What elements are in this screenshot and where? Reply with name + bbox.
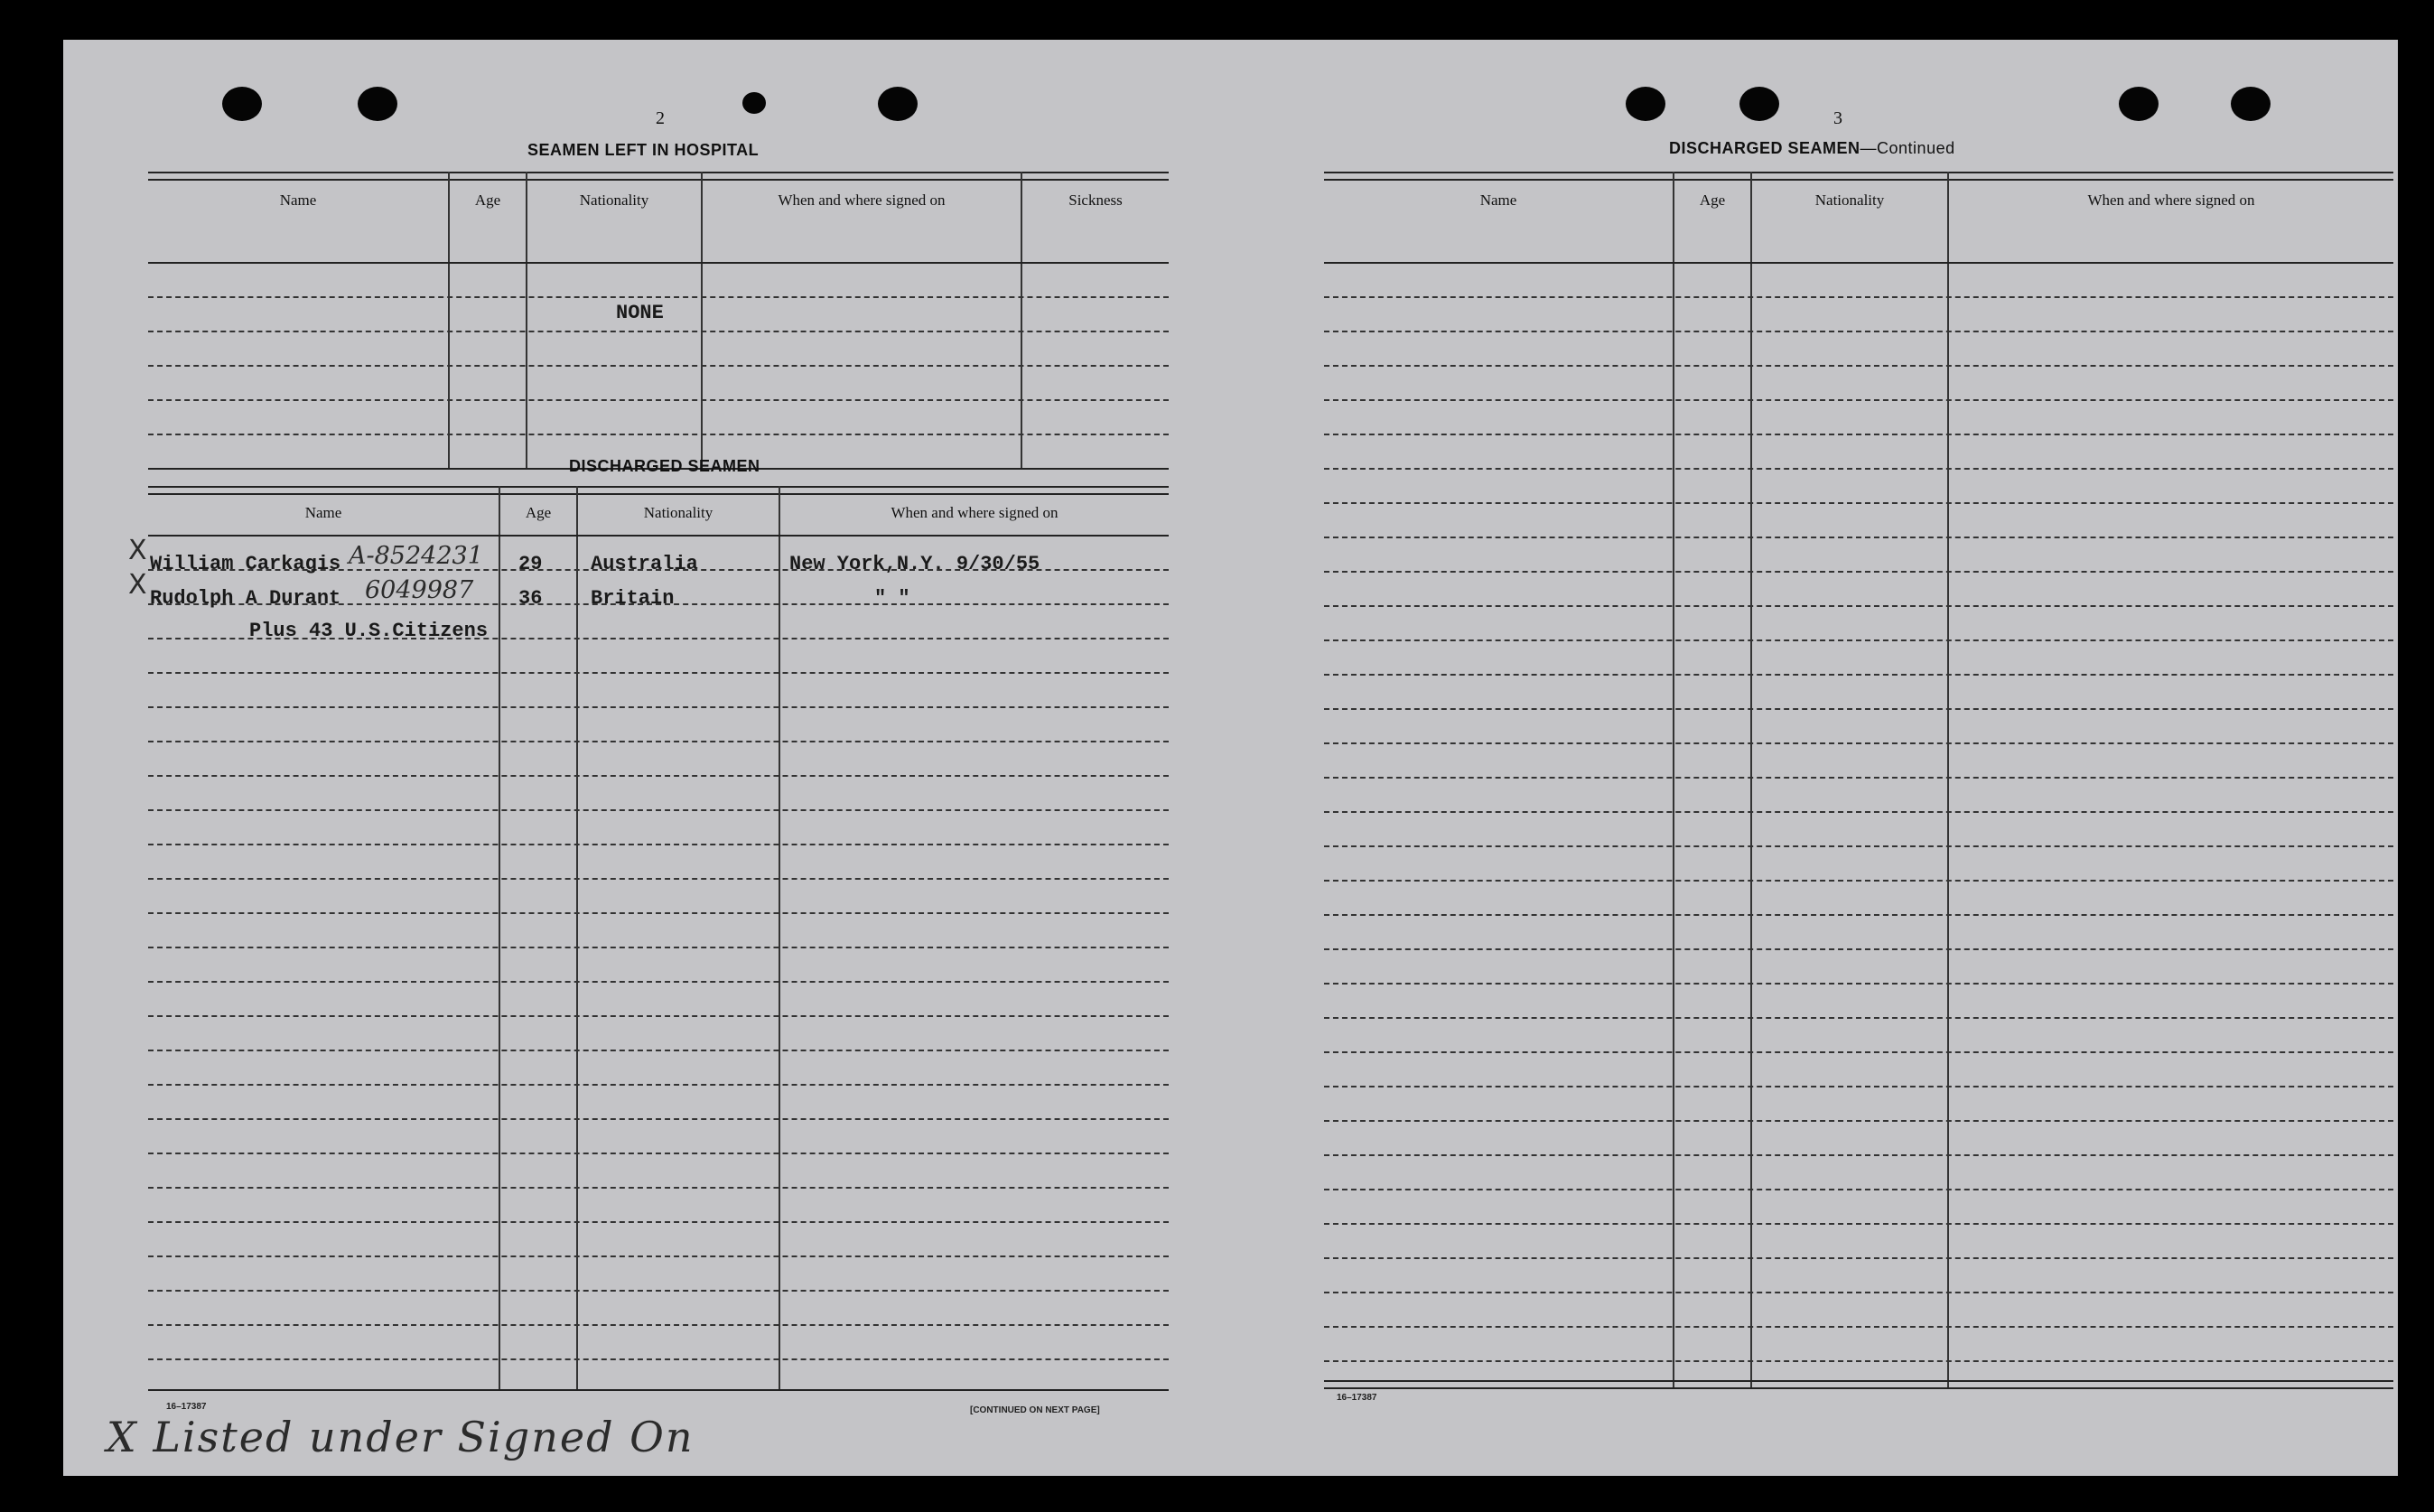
- seaman-name: William Carkagis: [150, 553, 341, 575]
- punch-hole: [2119, 87, 2159, 121]
- seaman-age: 29: [518, 553, 543, 575]
- punch-hole: [2231, 87, 2271, 121]
- discharged-continued-table: [1324, 172, 2393, 1387]
- seaman-signed-on: New York,N.Y. 9/30/55: [789, 553, 1040, 575]
- continued-note: [CONTINUED ON NEXT PAGE]: [970, 1405, 1100, 1415]
- page-number: 3: [1833, 108, 1842, 128]
- page-number: 2: [656, 108, 665, 128]
- punch-hole: [358, 87, 397, 121]
- punch-hole: [1739, 87, 1779, 121]
- punch-hole: [222, 87, 262, 121]
- column-header: Name: [1479, 191, 1517, 209]
- check-mark: X: [128, 535, 147, 566]
- column-header: When and where signed on: [891, 504, 1058, 521]
- column-header: When and where signed on: [778, 191, 946, 209]
- column-header: Age: [525, 504, 552, 521]
- column-header: Nationality: [579, 191, 649, 209]
- title-main: DISCHARGED SEAMEN: [1669, 139, 1860, 157]
- handwritten-note: X Listed under Signed On: [107, 1413, 695, 1461]
- seaman-nationality: Britain: [591, 587, 675, 610]
- column-header: Age: [474, 191, 501, 209]
- seaman-id: 6049987: [365, 576, 474, 604]
- seaman-nationality: Australia: [591, 553, 698, 575]
- check-mark: X: [128, 569, 147, 601]
- hospital-none-entry: NONE: [616, 302, 664, 324]
- column-header: Name: [279, 191, 317, 209]
- title-continued: —Continued: [1860, 139, 1955, 157]
- discharged-continued-title: [1669, 139, 1955, 158]
- document-sheet: [63, 40, 2398, 1476]
- column-header: Name: [304, 504, 342, 521]
- discharged-section-title: DISCHARGED SEAMEN: [569, 457, 760, 475]
- punch-hole: [1626, 87, 1665, 121]
- punch-hole: [742, 92, 766, 114]
- form-number: 16–17387: [166, 1402, 207, 1412]
- column-header: When and where signed on: [2087, 191, 2255, 209]
- punch-hole: [878, 87, 918, 121]
- column-header: Sickness: [1068, 191, 1123, 209]
- column-header: Nationality: [1814, 191, 1885, 209]
- hospital-section-title: SEAMEN LEFT IN HOSPITAL: [527, 141, 760, 159]
- seaman-name: Rudolph A Durant: [150, 587, 341, 610]
- seaman-id: A-8524231: [349, 542, 483, 570]
- column-header: Nationality: [643, 504, 713, 521]
- crew-note: Plus 43 U.S.Citizens: [249, 620, 489, 642]
- form-number: 16–17387: [1337, 1393, 1377, 1403]
- seaman-signed-on: " ": [874, 587, 910, 610]
- seaman-age: 36: [518, 587, 543, 610]
- column-header: Age: [1699, 191, 1726, 209]
